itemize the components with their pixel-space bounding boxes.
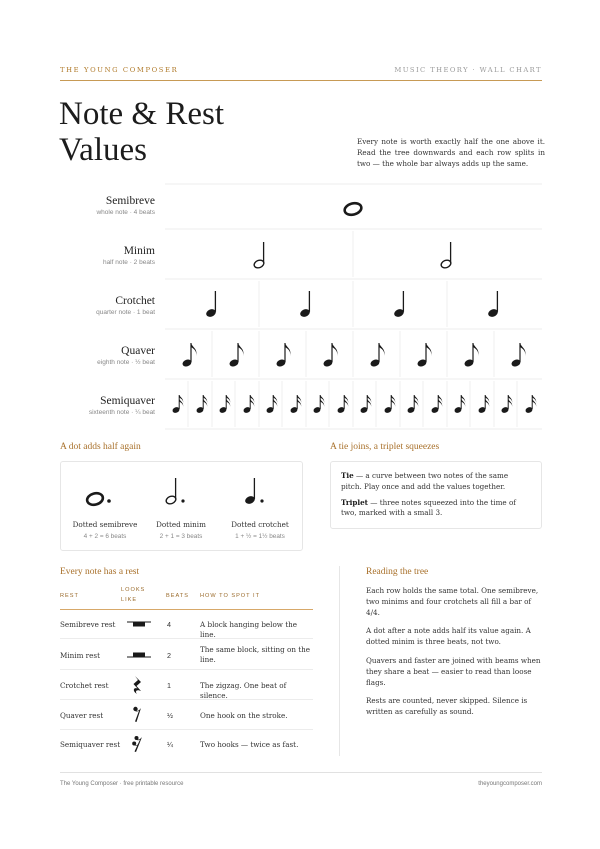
semibreve-rest-icon xyxy=(127,622,151,627)
col-beats: BEATS xyxy=(166,593,189,599)
title-line-2: Values xyxy=(59,132,147,168)
dot-name: Dotted semibreve xyxy=(72,520,138,529)
footer-rule xyxy=(60,772,542,773)
dots-heading: A dot adds half again xyxy=(60,442,141,452)
tree-sub: half note · 2 beats xyxy=(102,259,155,266)
rest-name: Minim rest xyxy=(60,651,100,660)
tie-term: Tie xyxy=(341,471,354,480)
dot-name: Dotted minim xyxy=(156,520,206,529)
col-looks-line1: LOOKS xyxy=(121,587,146,593)
rest-beats: 1 xyxy=(167,681,171,690)
column-divider xyxy=(339,566,340,756)
semiquaver-rest-icon xyxy=(132,736,142,752)
tree-sub: quarter note · 1 beat xyxy=(96,309,155,316)
rest-name: Semiquaver rest xyxy=(60,740,121,749)
tree-name: Minim xyxy=(123,245,155,257)
triplet-term: Triplet xyxy=(341,497,368,507)
reading-heading: Reading the tree xyxy=(366,567,429,577)
tree-name: Crotchet xyxy=(115,295,155,307)
dot-sum: 4 + 2 = 6 beats xyxy=(83,533,127,540)
reading-paragraph: A dot after a note adds half its value again. A dotted minim is three beats, not two. xyxy=(366,626,531,647)
dot-sum: 2 + 1 = 3 beats xyxy=(159,533,203,540)
rest-name: Quaver rest xyxy=(60,711,104,720)
crotchet-rest-icon xyxy=(134,676,142,694)
reading-paragraph: Quavers and faster are joined with beams when they share a beat — easier to read than loose flags. xyxy=(366,655,541,687)
rest-spot: The same block, sitting on the line. xyxy=(200,645,311,664)
rest-beats: 4 xyxy=(167,620,171,629)
chart-subtitle: MUSIC THEORY · WALL CHART xyxy=(394,66,542,74)
tree-sub: eighth note · ½ beat xyxy=(97,359,155,366)
rest-spot: The zigzag. One beat of silence. xyxy=(200,681,287,700)
intro-text: Every note is worth exactly half the one above it. Read the tree downwards and each row splits in two — the whole bar always adds up the same. xyxy=(357,137,545,168)
rest-name: Semibreve rest xyxy=(60,620,116,629)
reading-paragraph: Rests are counted, never skipped. Silence is written as carefully as sound. xyxy=(366,696,528,717)
tree-sub: whole note · 4 beats xyxy=(96,209,155,216)
tree-name: Quaver xyxy=(121,345,155,357)
quaver-rest-icon xyxy=(133,707,141,722)
rest-spot: One hook on the stroke. xyxy=(200,711,288,720)
triplet-text: — three notes squeezed into the time of two, marked with a small 3. xyxy=(341,497,516,518)
reading-paragraph: Each row holds the same total. One semibreve, two minims and four crotchets all fill a bar of 4/4. xyxy=(366,586,539,617)
footer-credit: The Young Composer · free printable resource xyxy=(60,781,184,787)
rest-spot: Two hooks — twice as fast. xyxy=(200,740,299,749)
title-line-1: Note & Rest xyxy=(59,96,224,132)
rests-heading: Every note has a rest xyxy=(60,567,140,577)
tree-name: Semiquaver xyxy=(100,395,155,407)
brand-label: THE YOUNG COMPOSER xyxy=(60,66,179,74)
col-spot: HOW TO SPOT IT xyxy=(200,593,260,599)
col-looks-line2: LIKE xyxy=(121,597,138,603)
rest-beats: ¼ xyxy=(167,740,173,749)
reading-text xyxy=(366,586,544,726)
ties-heading: A tie joins, a triplet squeezes xyxy=(330,442,440,452)
tree-sub: sixteenth note · ¼ beat xyxy=(88,409,155,416)
dot-name: Dotted crotchet xyxy=(231,520,289,529)
tie-text: — a curve between two notes of the same pitch. Play once and add the values together. xyxy=(341,471,509,491)
rest-beats: 2 xyxy=(167,651,171,660)
col-rest: REST xyxy=(60,593,79,599)
tree-name: Semibreve xyxy=(105,195,155,207)
minim-rest-icon xyxy=(127,653,151,658)
footer-website: theyoungcomposer.com xyxy=(478,781,542,787)
rest-beats: ½ xyxy=(167,711,173,720)
rest-name: Crotchet rest xyxy=(60,681,109,690)
dot-sum: 1 + ½ = 1½ beats xyxy=(235,533,285,540)
rest-spot: A block hanging below the line. xyxy=(200,620,298,639)
